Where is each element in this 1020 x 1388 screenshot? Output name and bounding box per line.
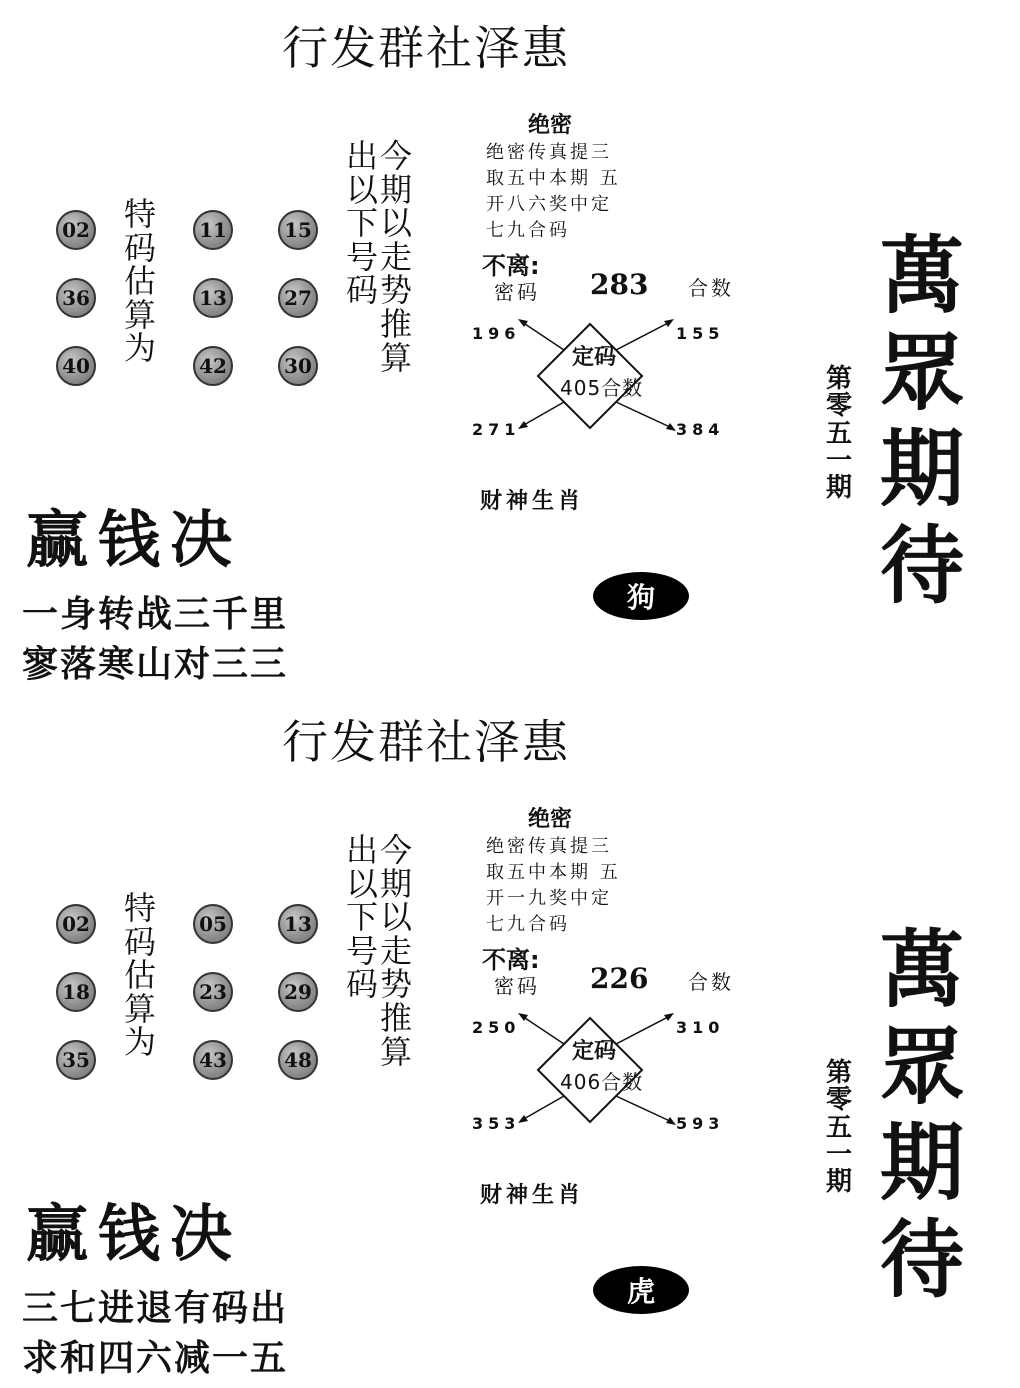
number-ball: 11 bbox=[193, 210, 233, 250]
vertical-glyph: 算 bbox=[124, 295, 157, 334]
caishen-zodiac-label: 财神生肖 bbox=[480, 489, 585, 514]
vertical-glyph: 号 bbox=[346, 237, 379, 276]
arrow-line bbox=[522, 1096, 564, 1120]
vertical-glyph: 以 bbox=[346, 864, 379, 903]
vertical-glyph: 第 bbox=[826, 1058, 853, 1088]
vertical-glyph: 特 bbox=[124, 889, 157, 927]
corner-number-top-right: 155 bbox=[676, 324, 725, 343]
vertical-glyph: 零 bbox=[826, 391, 853, 422]
secret-line: 七九合码 bbox=[486, 220, 570, 241]
vertical-glyph: 特 bbox=[124, 195, 157, 233]
vertical-glyph: 码 bbox=[346, 965, 379, 1004]
vertical-glyph: 出 bbox=[346, 137, 379, 175]
buli-label: 不离: bbox=[482, 946, 540, 974]
secret-line: 取五中本期 五 bbox=[486, 168, 621, 189]
vertical-glyph: 眾 bbox=[880, 322, 965, 422]
secret-line: 开一九奖中定 bbox=[486, 888, 612, 909]
vertical-text-column-a bbox=[346, 137, 379, 310]
vertical-glyph: 待 bbox=[880, 515, 965, 615]
vertical-glyph: 眾 bbox=[880, 1016, 965, 1116]
vertical-glyph: 出 bbox=[346, 831, 379, 869]
poem-line: 一身转战三千里 bbox=[22, 593, 289, 635]
arrow-line bbox=[522, 322, 564, 350]
vertical-glyph: 算 bbox=[380, 338, 413, 377]
secret-line: 开八六奖中定 bbox=[486, 194, 612, 215]
dingma-value: 406合数 bbox=[560, 1070, 644, 1094]
heshu-label: 合数 bbox=[688, 970, 734, 994]
number-ball: 18 bbox=[56, 972, 96, 1012]
vertical-glyph: 期 bbox=[826, 473, 853, 504]
arrow-line bbox=[616, 1016, 670, 1044]
secret-line: 绝密传真提三 bbox=[486, 836, 612, 857]
period-label bbox=[826, 366, 852, 502]
vertical-glyph: 以 bbox=[346, 170, 379, 209]
vertical-glyph: 期 bbox=[380, 864, 413, 903]
vertical-glyph: 走 bbox=[380, 931, 413, 970]
vertical-glyph: 今 bbox=[380, 831, 413, 869]
arrow-line bbox=[522, 402, 564, 426]
special-code-label bbox=[124, 195, 157, 368]
vertical-glyph: 走 bbox=[380, 237, 413, 276]
ying-title: 赢钱决 bbox=[26, 503, 243, 576]
heshu-label: 合数 bbox=[688, 276, 734, 300]
arrow-line bbox=[522, 1016, 564, 1044]
vertical-glyph: 以 bbox=[380, 204, 413, 243]
vertical-glyph: 一 bbox=[826, 445, 853, 476]
special-code-label bbox=[124, 889, 157, 1062]
mima-value: 226 bbox=[590, 962, 649, 995]
vertical-glyph: 推 bbox=[380, 998, 413, 1037]
vertical-glyph: 萬 bbox=[880, 920, 965, 1019]
number-ball: 05 bbox=[193, 904, 233, 944]
number-ball: 40 bbox=[56, 346, 96, 386]
arrow-line bbox=[616, 322, 670, 350]
vertical-text-column-b bbox=[380, 831, 413, 1071]
arrow-head-icon bbox=[664, 319, 674, 327]
caishen-zodiac-label: 财神生肖 bbox=[480, 1183, 585, 1208]
period-label bbox=[826, 1060, 852, 1196]
corner-number-bottom-left: 353 bbox=[472, 1114, 521, 1133]
dingma-title: 定码 bbox=[572, 1039, 617, 1064]
number-ball: 36 bbox=[56, 278, 96, 318]
vertical-glyph: 估 bbox=[124, 956, 157, 995]
zodiac-badge: 虎 bbox=[593, 1266, 689, 1314]
vertical-glyph: 码 bbox=[124, 922, 157, 961]
vertical-glyph: 五 bbox=[826, 418, 853, 449]
vertical-glyph: 期 bbox=[880, 1113, 965, 1213]
panel-title: 行发群社泽惠 bbox=[282, 715, 570, 769]
vertical-glyph: 算 bbox=[380, 1032, 413, 1071]
mima-value: 283 bbox=[590, 268, 649, 301]
vertical-text-column-b bbox=[380, 137, 413, 377]
arrow-head-icon bbox=[664, 1013, 674, 1021]
number-ball: 13 bbox=[278, 904, 318, 944]
vertical-glyph: 五 bbox=[826, 1112, 853, 1143]
vertical-glyph: 码 bbox=[124, 228, 157, 267]
big-wish-text bbox=[880, 228, 964, 614]
lottery-panel-bottom bbox=[0, 694, 1020, 1388]
vertical-glyph: 号 bbox=[346, 931, 379, 970]
number-ball: 15 bbox=[278, 210, 318, 250]
poem-line: 求和四六减一五 bbox=[22, 1337, 289, 1379]
number-ball: 02 bbox=[56, 904, 96, 944]
secret-heading: 绝密 bbox=[528, 807, 573, 832]
vertical-glyph: 为 bbox=[124, 1023, 157, 1062]
corner-number-bottom-right: 384 bbox=[676, 420, 725, 439]
vertical-glyph: 为 bbox=[124, 329, 157, 368]
arrow-head-icon bbox=[666, 423, 676, 431]
secret-line: 取五中本期 五 bbox=[486, 862, 621, 883]
secret-line: 绝密传真提三 bbox=[486, 142, 612, 163]
corner-number-top-left: 250 bbox=[472, 1018, 521, 1037]
vertical-text-column-a bbox=[346, 831, 379, 1004]
vertical-glyph: 待 bbox=[880, 1209, 965, 1309]
vertical-glyph: 势 bbox=[380, 271, 413, 310]
corner-number-top-right: 310 bbox=[676, 1018, 725, 1037]
ying-title: 赢钱决 bbox=[26, 1197, 243, 1270]
vertical-glyph: 以 bbox=[380, 898, 413, 937]
vertical-glyph: 今 bbox=[380, 137, 413, 175]
vertical-glyph: 期 bbox=[880, 419, 965, 519]
poem-line: 寥落寒山对三三 bbox=[22, 643, 289, 685]
zodiac-badge: 狗 bbox=[593, 572, 689, 620]
secret-heading: 绝密 bbox=[528, 113, 573, 138]
big-wish-text bbox=[880, 922, 964, 1308]
vertical-glyph: 估 bbox=[124, 262, 157, 301]
number-ball: 48 bbox=[278, 1040, 318, 1080]
mima-label: 密码 bbox=[494, 974, 540, 998]
vertical-glyph: 萬 bbox=[880, 226, 965, 325]
buli-label: 不离: bbox=[482, 252, 540, 280]
vertical-glyph: 推 bbox=[380, 304, 413, 343]
vertical-glyph: 期 bbox=[826, 1167, 853, 1198]
number-ball: 30 bbox=[278, 346, 318, 386]
number-ball: 29 bbox=[278, 972, 318, 1012]
number-ball: 13 bbox=[193, 278, 233, 318]
vertical-glyph: 期 bbox=[380, 170, 413, 209]
dingma-value: 405合数 bbox=[560, 376, 644, 400]
number-ball: 43 bbox=[193, 1040, 233, 1080]
vertical-glyph: 一 bbox=[826, 1139, 853, 1170]
arrow-line bbox=[616, 1096, 672, 1122]
vertical-glyph: 下 bbox=[346, 898, 379, 937]
mima-label: 密码 bbox=[494, 280, 540, 304]
vertical-glyph: 势 bbox=[380, 965, 413, 1004]
dingma-title: 定码 bbox=[572, 345, 617, 370]
arrow-head-icon bbox=[666, 1117, 676, 1125]
number-ball: 27 bbox=[278, 278, 318, 318]
vertical-glyph: 下 bbox=[346, 204, 379, 243]
corner-number-top-left: 196 bbox=[472, 324, 521, 343]
corner-number-bottom-right: 593 bbox=[676, 1114, 725, 1133]
arrow-line bbox=[616, 402, 672, 428]
corner-number-bottom-left: 271 bbox=[472, 420, 521, 439]
vertical-glyph: 算 bbox=[124, 989, 157, 1028]
number-ball: 02 bbox=[56, 210, 96, 250]
vertical-glyph: 第 bbox=[826, 364, 853, 394]
poem-line: 三七进退有码出 bbox=[22, 1287, 289, 1329]
vertical-glyph: 码 bbox=[346, 271, 379, 310]
vertical-glyph: 零 bbox=[826, 1085, 853, 1116]
number-ball: 35 bbox=[56, 1040, 96, 1080]
number-ball: 23 bbox=[193, 972, 233, 1012]
number-ball: 42 bbox=[193, 346, 233, 386]
panel-title: 行发群社泽惠 bbox=[282, 21, 570, 75]
secret-line: 七九合码 bbox=[486, 914, 570, 935]
